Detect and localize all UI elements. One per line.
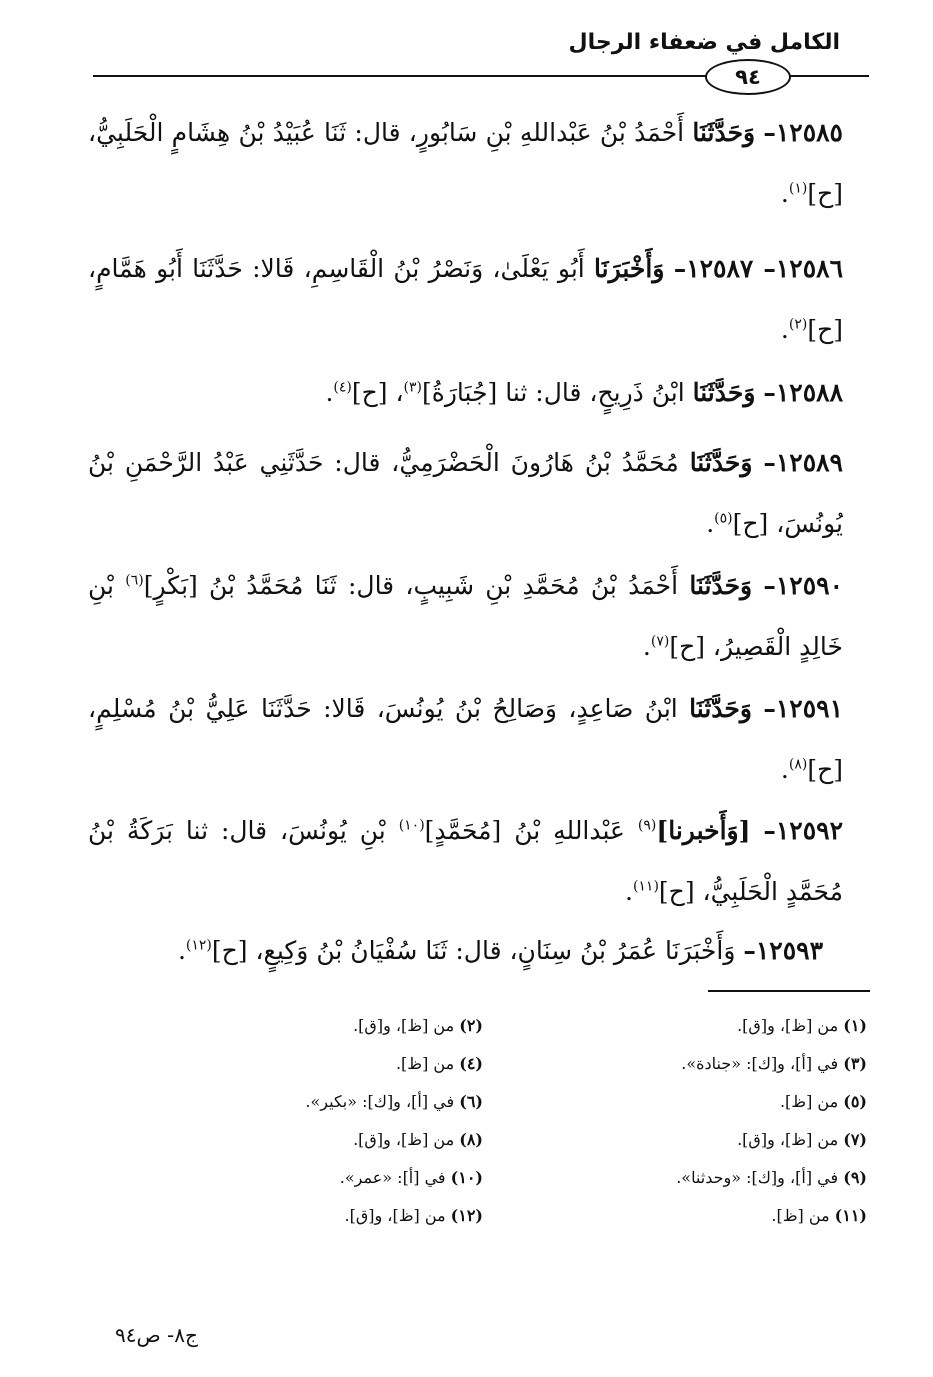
footnote-ref: (٤)	[333, 379, 352, 396]
footnote-9: (٩) في [أ]، و[ك]: «وحدثنا».	[676, 1168, 867, 1187]
entry-number: ١٢٥٩١–	[763, 694, 843, 723]
page-footer: ج٨- ص٩٤	[115, 1323, 198, 1347]
hadith-entry-12592	[88, 800, 843, 922]
entry-end: .	[780, 315, 789, 344]
hadith-entry-12590	[88, 555, 843, 677]
entry-end: .	[642, 632, 651, 661]
entry-keyword: وَحَدَّثَنَا	[692, 378, 756, 407]
footnote-4: (٤) من [ظ].	[395, 1054, 483, 1073]
entry-end: .	[706, 509, 715, 538]
entry-end: .	[325, 378, 334, 407]
entry-text: وَأَخْبَرَنَا عُمَرُ بْنُ سِنَانٍ، قال: ثَنَا سُفْيَانُ بْنُ وَكِيعٍ، [ح]	[211, 936, 736, 965]
footnote-ref: (٢)	[788, 316, 808, 333]
entry-keyword: [وَأَخبرنا]	[656, 816, 751, 845]
footnote-ref: (١٠)	[398, 817, 425, 834]
entry-number: ١٢٥٨٩–	[763, 448, 843, 477]
footnote-12: (١٢) من [ظ]، و[ق].	[344, 1206, 483, 1225]
entry-text: أَحْمَدُ بْنُ مُحَمَّدِ بْنِ شَبِيبٍ، قال: ثَنَا مُحَمَّدُ بْنُ [بَكْرٍ]	[143, 571, 679, 600]
entry-end: .	[780, 179, 789, 208]
footnote-5: (٥) من [ظ].	[779, 1092, 867, 1111]
footnote-rule	[708, 990, 870, 992]
hadith-entry-12593	[88, 920, 843, 981]
entry-keyword: وَحَدَّثَنَا	[692, 118, 756, 147]
entry-end: .	[624, 877, 633, 906]
footnote-3: (٣) في [أ]، و[ك]: «جنادة».	[681, 1054, 867, 1073]
footnote-ref: (٥)	[714, 510, 733, 527]
entry-number: ١٢٥٨٨–	[763, 378, 843, 407]
footnote-ref: (٧)	[650, 633, 670, 650]
footnote-ref: (٨)	[788, 756, 808, 773]
footnote-ref: (٩)	[637, 817, 657, 834]
page-number: ٩٤	[705, 59, 791, 95]
entry-number: ١٢٥٩٢–	[763, 816, 843, 845]
hadith-entry-12586	[88, 238, 843, 360]
entry-number: ١٢٥٩٣–	[743, 936, 823, 965]
footnote-8: (٨) من [ظ]، و[ق].	[353, 1130, 483, 1149]
footnote-11: (١١) من [ظ].	[771, 1206, 867, 1225]
footnote-ref: (٣)	[403, 379, 422, 396]
entry-keyword: وَحَدَّثَنَا	[689, 694, 752, 723]
entry-keyword: وَحَدَّثَنَا	[689, 571, 753, 600]
hadith-entry-12585	[88, 102, 843, 224]
hadith-entry-12591	[88, 678, 843, 800]
entry-end: .	[177, 936, 186, 965]
entry-text-cont: عَبْداللهِ بْنُ [مُحَمَّدٍ]	[424, 816, 638, 845]
entry-text-cont: بْنِ خَالِدٍ الْقَصِيرُ، [ح]	[88, 571, 843, 661]
footnote-6: (٦) في [أ]، و[ك]: «بكير».	[305, 1092, 483, 1111]
entry-text-cont: بْنِ يُونُسَ، قال: ثنا بَرَكَةُ بْنُ مُحَمَّدٍ الْحَلَبِيُّ، [ح]	[88, 816, 843, 906]
footnote-10: (١٠) في [أ]: «عمر».	[339, 1168, 483, 1187]
footnote-ref: (١)	[788, 180, 808, 197]
footnote-ref: (١١)	[632, 878, 659, 895]
entry-keyword: وَحَدَّثَنَا	[689, 448, 753, 477]
footnote-ref: (١٢)	[185, 937, 212, 954]
running-title: الكامل في ضعفاء الرجال	[568, 30, 840, 55]
entry-text: أَبُو يَعْلَىٰ، وَنَصْرُ بْنُ الْقَاسِمِ، قَالا: حَدَّثَنَا أَبُو هَمَّامٍ، [ح]	[88, 254, 843, 344]
entry-text: أَحْمَدُ بْنُ عَبْداللهِ بْنِ سَابُورٍ، قال: ثَنَا عُبَيْدُ بْنُ هِشَامٍ الْحَلَبِيُّ، [ح]	[88, 118, 843, 208]
entry-number: ١٢٥٨٦– ١٢٥٨٧–	[673, 254, 843, 283]
entry-number: ١٢٥٩٠–	[763, 571, 843, 600]
footnote-7: (٧) من [ظ]، و[ق].	[737, 1130, 867, 1149]
hadith-entry-12589	[88, 432, 843, 554]
entry-end: .	[780, 755, 789, 784]
hadith-entry-12588	[88, 362, 843, 423]
footnote-ref: (٦)	[125, 572, 144, 589]
entry-keyword: وَأَخْبَرَنَا	[594, 254, 665, 283]
entry-text: ابْنُ ذَرِيحٍ، قال: ثنا [جُبَارَةُ]	[422, 378, 685, 407]
footnote-2: (٢) من [ظ]، و[ق].	[353, 1016, 483, 1035]
entry-text: ابْنُ صَاعِدٍ، وَصَالِحُ بْنُ يُونُسَ، قَالا: حَدَّثَنَا عَلِيُّ بْنُ مُسْلِمٍ، [ح]	[88, 694, 843, 784]
entry-number: ١٢٥٨٥–	[763, 118, 843, 147]
entry-text-cont: ، [ح]	[351, 378, 404, 407]
entry-text: مُحَمَّدُ بْنُ هَارُونَ الْحَضْرَمِيُّ، قال: حَدَّثَنِي عَبْدُ الرَّحْمَنِ بْنُ يُونُسَ، [ح]	[88, 448, 843, 538]
footnote-1: (١) من [ظ]، و[ق].	[737, 1016, 867, 1035]
